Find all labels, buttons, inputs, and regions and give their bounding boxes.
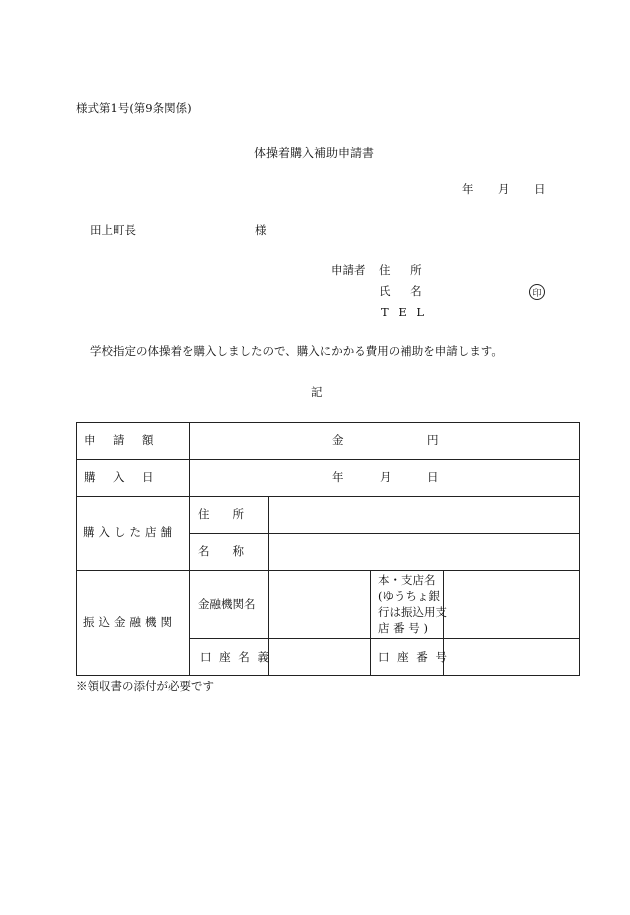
addressee-honorific: 様 [255, 223, 267, 237]
applicant-label: 申請者 [331, 263, 366, 277]
seal-mark: 印 [529, 284, 545, 300]
ki-label: 記 [311, 385, 323, 399]
bank-name-label: 金融機関名 [198, 597, 256, 611]
store-name-label: 名 称 [198, 544, 244, 558]
branch-label-line3: 行は振込用支 [378, 605, 447, 619]
applicant-name-label: 氏 名 [379, 284, 430, 298]
amount-label: 申 請 額 [84, 433, 157, 447]
date-month-label: 月 [498, 182, 510, 196]
date-day-label: 日 [534, 182, 546, 196]
document-title: 体操着購入補助申請書 [254, 146, 375, 160]
branch-label-line1: 本・支店名 [378, 573, 436, 587]
store-label: 購入した店舗 [83, 525, 176, 539]
amount-unit: 円 [427, 433, 439, 447]
bank-label: 振込金融機関 [83, 615, 176, 629]
purchase-date-label: 購 入 日 [84, 470, 157, 484]
purchase-day-label: 日 [427, 470, 439, 484]
amount-prefix: 金 [332, 433, 344, 447]
application-table [76, 422, 580, 676]
purchase-year-label: 年 [332, 470, 344, 484]
branch-label-line4: 店 番 号 ) [378, 621, 428, 635]
purchase-month-label: 月 [380, 470, 392, 484]
account-number-label: 口 座 番 号 [378, 650, 449, 664]
footnote: ※領収書の添付が必要です [76, 679, 214, 693]
statement-text: 学校指定の体操着を購入しましたので、購入にかかる費用の補助を申請します。 [90, 344, 503, 358]
addressee-name: 田上町長 [90, 223, 136, 237]
date-year-label: 年 [462, 182, 474, 196]
store-address-label: 住 所 [198, 507, 244, 521]
account-holder-label: 口 座 名 義 [200, 650, 271, 664]
applicant-tel-label: T E L [381, 305, 428, 319]
form-number: 様式第1号(第9条関係) [76, 101, 192, 115]
applicant-address-label: 住 所 [379, 263, 430, 277]
branch-label-line2: (ゆうちょ銀 [378, 589, 440, 603]
